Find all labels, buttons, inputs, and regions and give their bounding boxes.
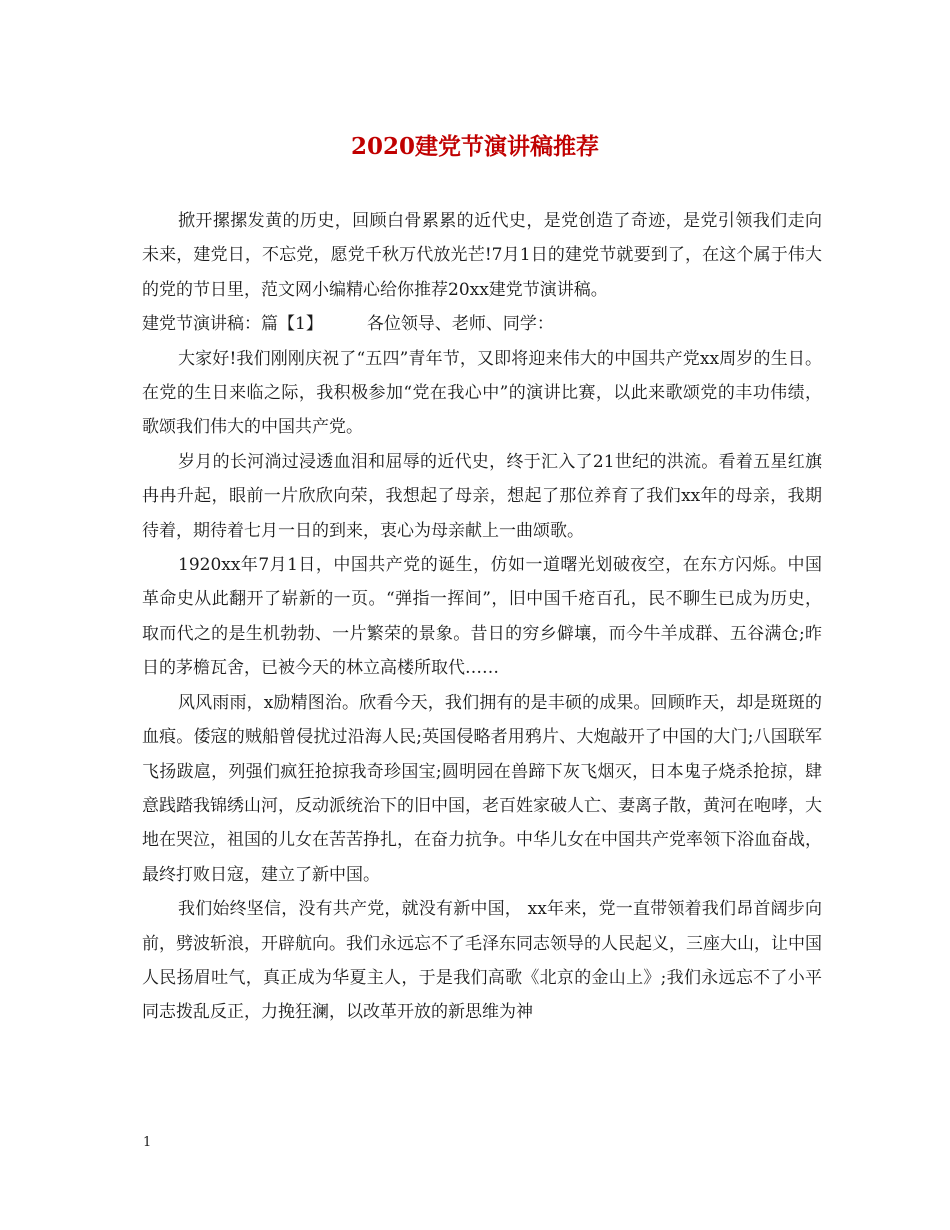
document-title: 2020建党节演讲稿推荐 [350, 133, 599, 160]
page-number: 1 [143, 1135, 152, 1150]
intro-paragraph: 掀开摞摞发黄的历史，回顾白骨累累的近代史，是党创造了奇迹，是党引领我们走向未来，建党日，不忘党，愿党千秋万代放光芒!7月1日的建党节就要到了，在这个属于伟大的党的节日里，范文网小编精心给你推荐20xx建党节演讲稿。 [142, 211, 822, 300]
body-paragraph: 风风雨雨，x励精图治。欣看今天，我们拥有的是丰硕的成果。回顾昨天，却是斑斑的血痕。倭寇的贼船曾侵扰过沿海人民;英国侵略者用鸦片、大炮敲开了中国的大门;八国联军飞扬跋扈，列强们疯狂抢掠我奇珍国宝;圆明园在兽蹄下灰飞烟灭，日本鬼子烧杀抢掠，肆意践踏我锦绣山河，反动派统治下的旧中国，老百姓家破人亡、妻离子散，黄河在咆哮，大地在哭泣，祖国的儿女在苦苦挣扎，在奋力抗争。中华儿女在中国共产党率领下浴血奋战，最终打败日寇，建立了新中国。 [142, 692, 822, 885]
speech-heading-line [142, 307, 822, 341]
speech-heading-label: 建党节演讲稿：篇【1】 [142, 314, 323, 335]
body-paragraph: 岁月的长河淌过浸透血泪和屈辱的近代史，终于汇入了21世纪的洪流。看着五星红旗冉冉升起，眼前一片欣欣向荣，我想起了母亲，想起了那位养育了我们xx年的母亲，我期待着，期待着七月一日的到来，衷心为母亲献上一曲颂歌。 [142, 451, 822, 541]
document-body [142, 204, 822, 1030]
body-paragraph: 1920xx年7月1日，中国共产党的诞生，仿如一道曙光划破夜空，在东方闪烁。中国革命史从此翻开了崭新的一页。“弹指一挥间”，旧中国千疮百孔，民不聊生已成为历史，取而代之的是生机勃勃、一片繁荣的景象。昔日的穷乡僻壤，而今牛羊成群、五谷满仓;昨日的茅檐瓦舍，已被今天的林立高楼所取代…… [142, 555, 822, 679]
body-paragraph: 大家好!我们刚刚庆祝了“五四”青年节，又即将迎来伟大的中国共产党xx周岁的生日。在党的生日来临之际，我积极参加“党在我心中”的演讲比赛，以此来歌颂党的丰功伟绩，歌颂我们伟大的中国共产党。 [142, 348, 822, 438]
speech-salutation: 各位领导、老师、同学： [366, 314, 554, 335]
body-paragraph: 我们始终坚信，没有共产党，就没有新中国， xx年来，党一直带领着我们昂首阔步向前，劈波斩浪，开辟航向。我们永远忘不了毛泽东同志领导的人民起义，三座大山，让中国人民扬眉吐气，真正成为华夏主人，于是我们高歌《北京的金山上》;我们永远忘不了小平同志拨乱反正，力挽狂澜，以改革开放的新思维为神 [142, 899, 822, 1023]
